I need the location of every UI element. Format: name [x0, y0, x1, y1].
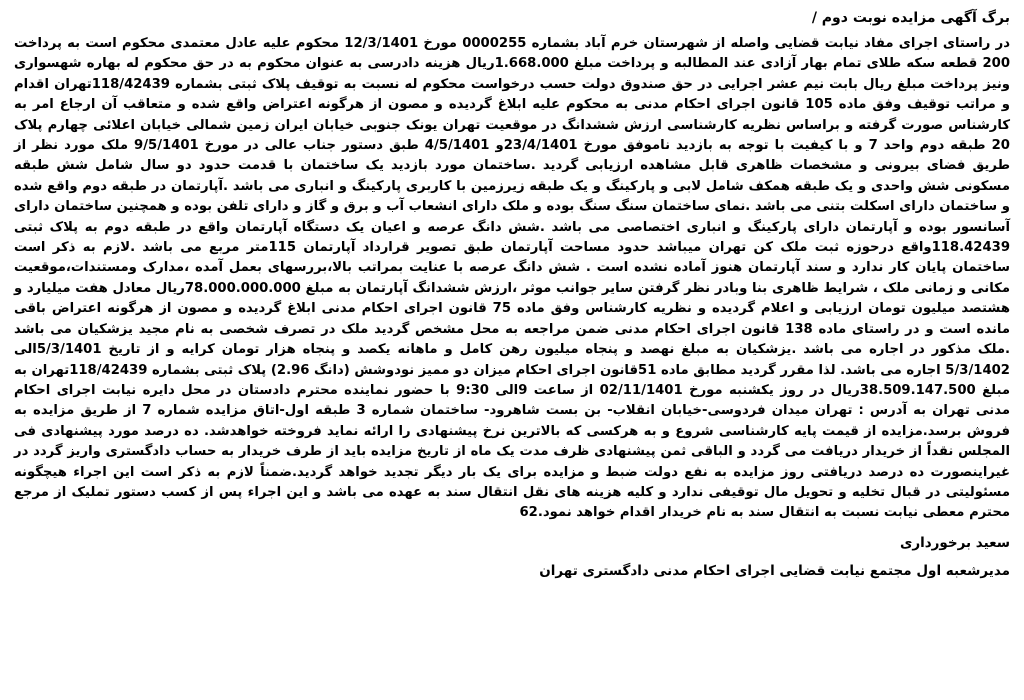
notice-title: برگ آگهی مزایده نوبت دوم /	[811, 10, 1010, 26]
notice-body: در راستای اجرای مفاد نیابت قضایی واصله از شهرستان خرم آباد بشماره 0000255 مورخ 12/3/1401 محکوم علیه عادل معتمدی محکوم است به پرداخت 200 قطعه سکه طلای تمام بهار آزادی عند المطالبه و پرداخت مبلغ 1.668.000ریال هزینه دادرسی به عنوان محکوم به در حق محکوم له بهاره شهسواری ونیز پرداخت مبلغ ریال بابت نیم عشر اجرایی در حق صندوق دولت حسب درخواست محکوم له نسبت به توقیف پلاک ثبتی بشماره 118/42439تهران اقدام و مراتب توقیف وفق ماده 105 قانون اجرای احکام مدنی به محکوم علیه ابلاغ گردیده و مصون از هرگونه اعتراض واقع شده و متعاقب آن ارجاع امر به کارشناس صورت گرفته و براساس نظریه کارشناسی ارزش ششدانگ در موقعیت تهران یونک جنوبی خیابان ایران زمین شمالی خیابان اعلائی چهارم پلاک 20 طبقه دوم واحد 7 و با کیفیت با توجه به بازدید ناموفق مورخ 23/4/1401و 4/5/1401 طبق دستور جناب عالی در مورخ 9/5/1401 ملک مورد نظر از طریق فضای بیرونی و مشخصات ظاهری قابل مشاهده ارزیابی گردید .ساختمان مورد بازدید یک ساختمان با قدمت حدود دو سال شامل شش طبقه مسکونی شش واحدی و یک طبقه همکف شامل لابی و پارکینگ و یک طبقه زیرزمین با کاربری پارکینگ و انباری می باشد .آپارتمان در طبقه دوم واقع شده و ساختمان دارای اسکلت بتنی می باشد .نمای ساختمان سنگ سنگ بوده و ملک دارای انشعاب آب و برق و گاز و دارای تلفن بوده و همچنین ساختمان دارای آسانسور بوده و آپارتمان دارای پارکینگ و انباری اختصاصی می باشد .شش دانگ عرصه و اعیان یک دستگاه آپارتمان واقع در طبقه دوم به پلاک ثبتی 118.42439واقع درحوزه ثبت ملک کن تهران میباشد حدود مساحت آپارتمان طبق تصویر قرارداد آپارتمان 115متر مربع می باشد .لازم به ذکر است ساختمان پایان کار ندارد و سند آپارتمان هنوز آماده نشده است . شش دانگ عرصه با عنایت بمراتب بالا،بررسهای بعمل آمده ،مدارک ومستندات،موقعیت مکانی و زمانی ملک ، شرایط ظاهری بنا وبادر نظر گرفتن سایر جوانب موثر ،ارزش ششدانگ آپارتمان به مبلغ 78.000.000.000ریال معادل هفت میلیارد و هشتصد میلیون تومان ارزیابی و اعلام گردیده و نظریه کارشناس وفق ماده 75 قانون اجرای احکام مدنی ابلاغ گردیده و مصون از هرگونه اعتراض باقی مانده است و در راستای ماده 138 قانون اجرای احکام مدنی ضمن مراجعه به محل مشخص گردید ملک در تصرف شخصی به نام مجید یزشکیان می باشد .ملک مذکور در اجاره می باشد .یزشکیان به مبلغ نهصد و پنجاه میلیون رهن کامل و ماهانه یکصد و پنجاه هزار تومان کرایه و از تاریخ 5/3/1401الی 5/3/1402 اجاره می باشد. لذا مقرر گردید مطابق ماده 51قانون اجرای احکام میزان دو ممیز نودوشش (دانگ 2.96) پلاک ثبتی بشماره 118/42439تهران به مبلغ 38.509.147.500ریال در روز یکشنبه مورخ 02/11/1401 از ساعت 9الی 9:30 با حضور نماینده محترم دادستان در محل دایره نیابت اجرای احکام مدنی تهران به آدرس : تهران میدان فردوسی-خیابان انقلاب- بن بست شاهرود- ساختمان شماره 3 طبقه اول-اتاق مزایده شماره 7 از طریق مزایده به فروش برسد.مزایده از قیمت پایه کارشناسی شروع و به هرکسی که بالاترین نرخ پیشنهادی را ارائه نماید فروخته خواهدشد. ده درصد مورد پیشنهادی فی المجلس نقداً از خریدار دریافت می گردد و الباقی ثمن پیشنهادی ظرف مدت یک ماه از تاریخ مزایده باید از طرف خریدار به حساب دادگستری واریز گردد در غیراینصورت ده درصد دریافتی روز مزایده به نفع دولت ضبط و مزایده برای یک بار دیگر تجدید خواهد گردید.ضمناً لازم به ذکر است این اجراء هیچگونه مسئولیتی در قبال تخلیه و تحویل مال توقیفی ندارد و کلیه هزینه های نقل انتقال سند به عهده می باشد و این اجراء پس از کسب دستور تملیک از مرجع محترم معطی نیابت نسبت به انتقال سند به نام خریدار اقدام خواهد نمود.62	[14, 36, 1011, 521]
signer-name: سعید برخورداری	[899, 534, 1010, 551]
signer-title: مدیرشعبه اول مجتمع نیابت قضایی اجرای احکام مدنی دادگستری تهران	[539, 562, 1010, 579]
